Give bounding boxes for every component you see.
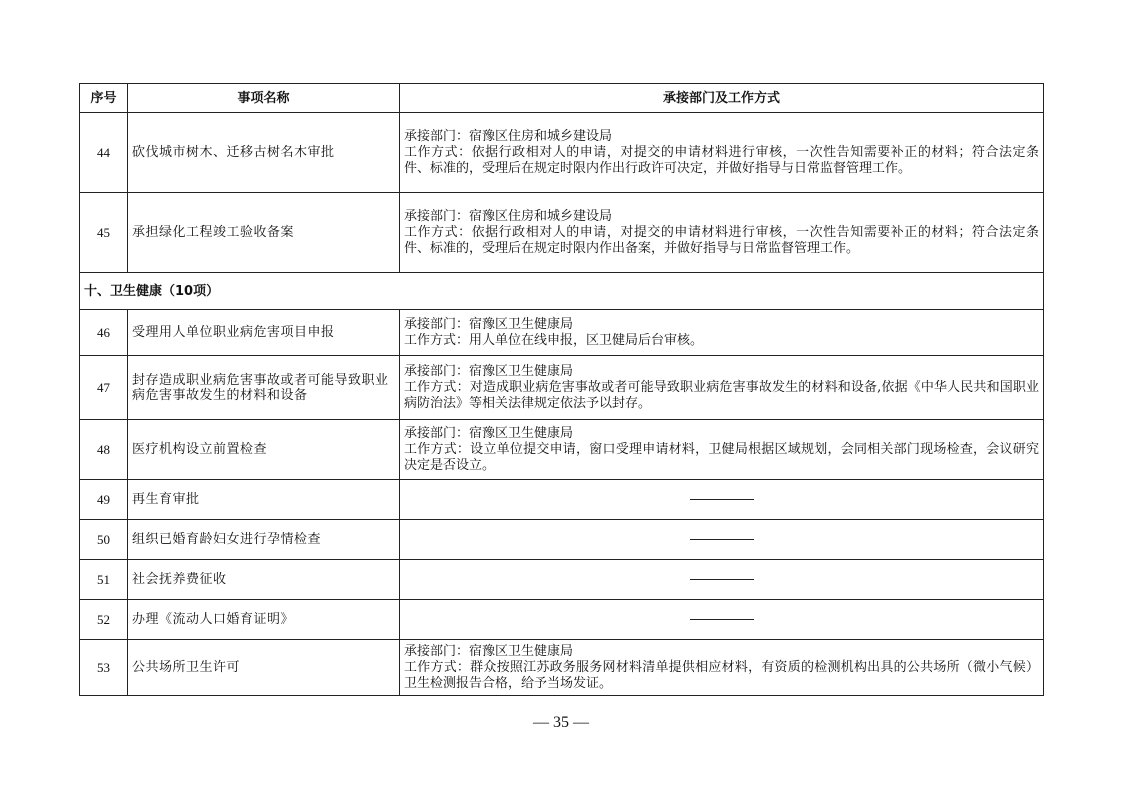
row-name: 社会抚养费征收 (128, 560, 400, 600)
items-table (79, 83, 1044, 696)
row-dept: 承接部门：宿豫区住房和城乡建设局 (404, 128, 613, 144)
row-dept: 承接部门：宿豫区卫生健康局 (404, 363, 574, 379)
row-method-empty (400, 600, 1044, 640)
row-dept: 承接部门：宿豫区卫生健康局 (404, 316, 574, 332)
row-dept: 承接部门：宿豫区卫生健康局 (404, 425, 574, 441)
page-number: — 35 — (533, 714, 589, 731)
row-name: 受理用人单位职业病危害项目申报 (128, 310, 400, 356)
row-num: 51 (80, 560, 128, 600)
table-row (80, 560, 1044, 600)
row-num: 45 (80, 193, 128, 273)
row-name: 公共场所卫生许可 (128, 640, 400, 696)
row-num: 53 (80, 640, 128, 696)
row-dept: 承接部门：宿豫区卫生健康局 (404, 643, 574, 659)
row-work: 工作方式：依据行政相对人的申请，对提交的申请材料进行审核，一次性告知需要补正的材料；符合法定条件、标准的，受理后在规定时限内作出行政许可决定，并做好指导与日常监督管理工作。 (404, 144, 1039, 176)
dash-line (690, 579, 754, 580)
table-row (80, 480, 1044, 520)
row-num: 48 (80, 420, 128, 480)
table-row (80, 356, 1044, 420)
table-row (80, 113, 1044, 193)
table-row (80, 420, 1044, 480)
row-num: 50 (80, 520, 128, 560)
header-num: 序号 (80, 84, 128, 113)
row-method (400, 193, 1044, 273)
row-method-empty (400, 480, 1044, 520)
section-row (80, 273, 1044, 310)
table-row (80, 310, 1044, 356)
header-method: 承接部门及工作方式 (400, 84, 1044, 113)
row-method (400, 113, 1044, 193)
table-row (80, 193, 1044, 273)
header-name: 事项名称 (128, 84, 400, 113)
row-dept: 承接部门：宿豫区住房和城乡建设局 (404, 208, 613, 224)
row-num: 52 (80, 600, 128, 640)
section-title: 十、卫生健康（10项） (80, 273, 1044, 310)
row-num: 47 (80, 356, 128, 420)
row-name: 砍伐城市树木、迁移古树名木审批 (128, 113, 400, 193)
row-num: 49 (80, 480, 128, 520)
row-method (400, 356, 1044, 420)
row-method-empty (400, 560, 1044, 600)
row-work: 工作方式：对造成职业病危害事故或者可能导致职业病危害事故发生的材料和设备,依据《中华人民共和国职业病防治法》等相关法律规定依法予以封存。 (404, 379, 1039, 411)
row-name: 封存造成职业病危害事故或者可能导致职业病危害事故发生的材料和设备 (128, 356, 400, 420)
dash-line (690, 539, 754, 540)
row-work: 工作方式：依据行政相对人的申请，对提交的申请材料进行审核，一次性告知需要补正的材料；符合法定条件、标准的，受理后在规定时限内作出备案，并做好指导与日常监督管理工作。 (404, 224, 1039, 256)
row-name: 再生育审批 (128, 480, 400, 520)
row-name: 组织已婚育龄妇女进行孕情检查 (128, 520, 400, 560)
row-method (400, 420, 1044, 480)
table-header (80, 84, 1044, 113)
row-method (400, 310, 1044, 356)
row-num: 44 (80, 113, 128, 193)
table-row (80, 640, 1044, 696)
row-num: 46 (80, 310, 128, 356)
row-work: 工作方式：用人单位在线申报，区卫健局后台审核。 (404, 332, 704, 348)
dash-line (690, 499, 754, 500)
row-work: 工作方式：群众按照江苏政务服务网材料清单提供相应材料，有资质的检测机构出具的公共场所（微小气候）卫生检测报告合格，给予当场发证。 (404, 659, 1039, 691)
table-row (80, 520, 1044, 560)
row-work: 工作方式：设立单位提交申请，窗口受理申请材料，卫健局根据区域规划，会同相关部门现场检查，会议研究决定是否设立。 (404, 441, 1039, 473)
row-name: 办理《流动人口婚育证明》 (128, 600, 400, 640)
row-method-empty (400, 520, 1044, 560)
table-row (80, 600, 1044, 640)
dash-line (690, 619, 754, 620)
row-method (400, 640, 1044, 696)
row-name: 承担绿化工程竣工验收备案 (128, 193, 400, 273)
row-name: 医疗机构设立前置检查 (128, 420, 400, 480)
